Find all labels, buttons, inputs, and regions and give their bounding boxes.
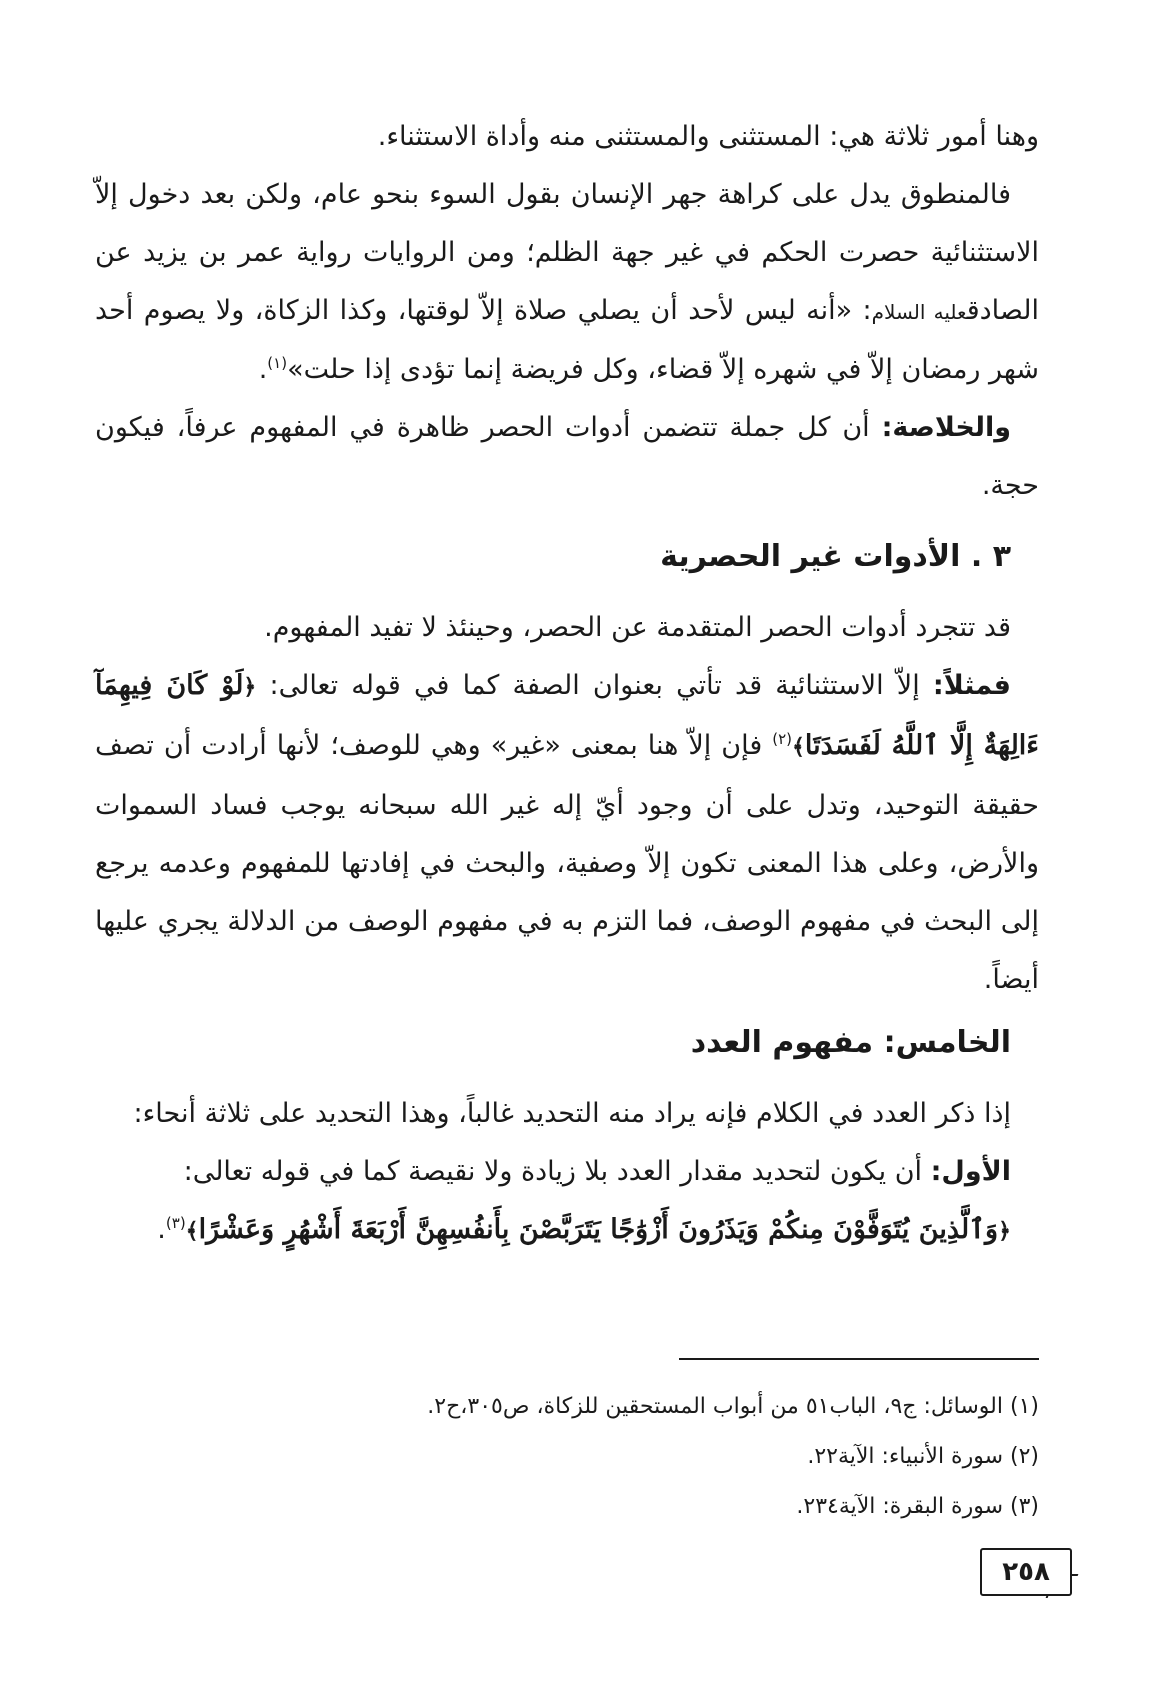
quran-open-ornament-2: ﴿: [998, 1219, 1011, 1244]
footnote-divider: [679, 1358, 1039, 1360]
quran-verse-line: ﴿وَٱلَّذِينَ يُتَوَفَّوْنَ مِنكُمْ وَيَذَرُونَ أَزْوَٰجًا يَتَرَبَّصْنَ بِأَنفُسِهِنَّ أَرْبَعَةَ أَشْهُرٍ وَعَشْرًا﴾$^{(٣)}$.: [157, 1214, 1011, 1245]
quran-close-ornament-2: ﴾: [185, 1219, 199, 1244]
footnote-ref-3[interactable]: (٣): [165, 1214, 186, 1232]
paragraph-first-type: الأول: أن يكون لتحديد مقدار العدد بلا زيادة ولا نقيصة كما في قوله تعالى:: [183, 1156, 1011, 1187]
footnote-2: (٢) سورة الأنبياء: الآية٢٢.: [807, 1444, 1039, 1469]
quran-verse-anbiya: لَوْ كَانَ فِيهِمَآ ءَالِهَةٌ إِلَّا ٱللَّهُ لَفَسَدَتَا: [95, 670, 1040, 761]
paragraph-6: إذا ذكر العدد في الكلام فإنه يراد منه التحديد غالباً، وهذا التحديد على ثلاثة أنحاء:: [133, 1098, 1011, 1129]
first-label: الأول:: [930, 1156, 1011, 1187]
summary-label: والخلاصة:: [881, 412, 1011, 443]
page-number: ٢٥٨: [980, 1548, 1072, 1596]
paragraph-1: وهنا أمور ثلاثة هي: المستثنى والمستثنى منه وأداة الاستثناء.: [377, 121, 1039, 152]
paragraph-2: فالمنطوق يدل على كراهة جهر الإنسان بقول السوء بنحو عام، ولكن بعد دخول إلاّ الاستثنائية حصرت الحكم في غير جهة الظلم؛ ومن الروايات رواية عمر بن يزيد عن الصادقعليه السلام: «أنه ليس لأحد أن يصلي صلاة إلاّ لوقتها، وكذا الزكاة، ولا يصوم أحد شهر رمضان إلاّ في شهره إلاّ قضاء، وكل فريضة إنما تؤدى إذا حلت»$^{(١)}$.: [95, 179, 1039, 385]
quran-open-ornament: ﴿: [243, 675, 257, 700]
footnote-ref-2[interactable]: (٢): [772, 730, 793, 748]
footnote-ref-1[interactable]: (١): [267, 354, 288, 372]
footnotes: [300, 1382, 1039, 1532]
footnote-1: (١) الوسائل: ج٩، الباب٥١ من أبواب المستحقين للزكاة، ص٣٠٥،ح٢.: [427, 1394, 1039, 1419]
paragraph-4: قد تتجرد أدوات الحصر المتقدمة عن الحصر، وحينئذ لا تفيد المفهوم.: [264, 612, 1011, 643]
section-heading-3: ٣ . الأدوات غير الحصرية: [660, 539, 1011, 574]
footnote-3: (٣) سورة البقرة: الآية٢٣٤.: [796, 1494, 1039, 1519]
quran-verse-baqara: وَٱلَّذِينَ يُتَوَفَّوْنَ مِنكُمْ وَيَذَرُونَ أَزْوَٰجًا يَتَرَبَّصْنَ بِأَنفُسِهِنَّ أَرْبَعَةَ أَشْهُرٍ وَعَشْرًا: [198, 1214, 999, 1245]
page-body: [95, 108, 1039, 1261]
paragraph-example: فمثلاً: إلاّ الاستثنائية قد تأتي بعنوان الصفة كما في قوله تعالى: ﴿لَوْ كَانَ فِيهِمَآ ءَالِهَةٌ إِلَّا ٱللَّهُ لَفَسَدَتَا﴾$^{(٢)}$ فإن إلاّ هنا بمعنى «غير» وهي للوصف؛ لأنها أرادت أن تصف حقيقة التوحيد، وتدل على أن وجود أيّ إله غير الله سبحانه يوجب فساد السموات والأرض، وعلى هذا المعنى تكون إلاّ وصفية، والبحث في إفادتها للمفهوم وعدمه يرجع إلى البحث في مفهوم الوصف، فما التزم به في مفهوم الوصف من الدلالة يجري عليها أيضاً.: [95, 670, 1040, 995]
honorific-glyph: عليه السلام: [871, 300, 967, 324]
example-label: فمثلاً:: [932, 670, 1011, 701]
paragraph-summary: والخلاصة: أن كل جملة تتضمن أدوات الحصر ظاهرة في المفهوم عرفاً، فيكون حجة.: [95, 412, 1039, 501]
section-heading-fifth: الخامس: مفهوم العدد: [690, 1025, 1011, 1060]
quran-close-ornament: ﴾: [792, 735, 805, 760]
